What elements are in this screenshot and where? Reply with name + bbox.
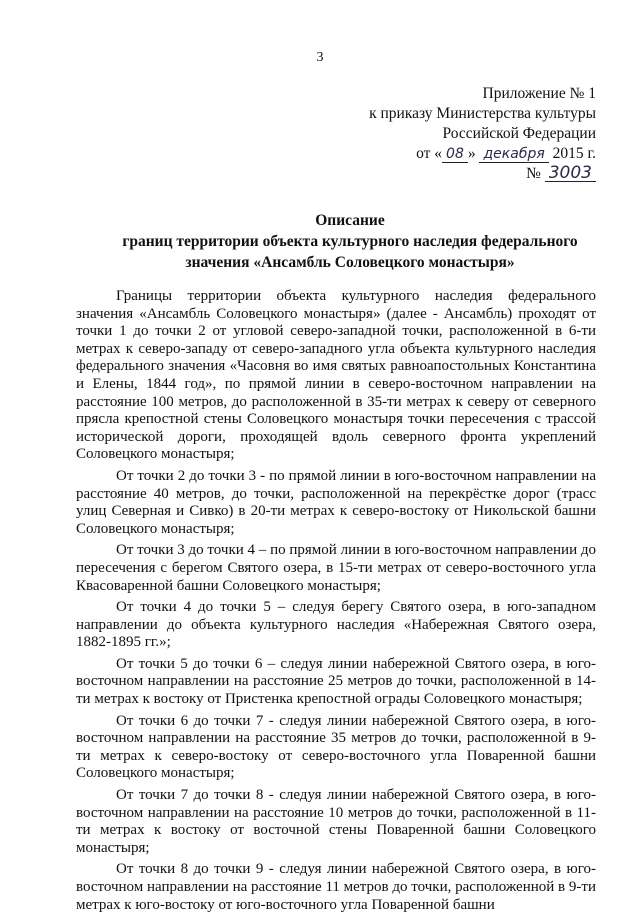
number-prefix: № — [526, 165, 541, 182]
date-year: 2015 г. — [552, 145, 596, 162]
date-mid: » — [467, 145, 476, 162]
paragraph-points-2-3: От точки 2 до точки 3 - по прямой линии в юго-восточном направлении на расстояние 40 метров, до точки, расположенной на перекрёстке дорог (трасс улиц Северная и Сивко) в 20-ти метрах к северо-востоку от Никольской башни Соловецкого монастыря; — [76, 467, 596, 537]
paragraph-points-4-5: От точки 4 до точки 5 – следуя берегу Святого озера, в юго-западном направлении до объекта культурного наследия «Набережная Святого озера, 1882-1895 гг.»; — [76, 599, 596, 651]
appendix-date-line — [256, 144, 596, 164]
date-day-handwritten: 08 — [442, 146, 468, 163]
appendix-line-1: Приложение № 1 — [482, 85, 596, 102]
paragraph-points-3-4: От точки 3 до точки 4 – по прямой линии в юго-восточном направлении до пересечения с берегом Святого озера, в 15-ти метрах от северо-восточного угла Квасоваренной башни Соловецкого монастыря; — [76, 542, 596, 594]
appendix-line-2: к приказу Министерства культуры — [369, 105, 596, 122]
date-month-handwritten: декабря — [479, 146, 548, 163]
title-subtitle-line-2: значения «Ансамбль Соловецкого монастыря» — [185, 254, 515, 271]
appendix-number-line — [256, 164, 596, 184]
title-heading: Описание — [315, 212, 385, 229]
title-subtitle-line-1: границ территории объекта культурного наследия федерального — [122, 233, 578, 250]
paragraph-points-1-2: Границы территории объекта культурного наследия федерального значения «Ансамбль Соловецкого монастыря» (далее - Ансамбль) проходят от точки 1 до точки 2 от угловой северо-западной точки, расположенной в 6-ти метрах к северо-западу от северо-западного угла объекта культурного наследия федерального значения «Часовня во имя святых равноапостольных Константина и Елены, 1844 год», по прямой линии в северо-восточном направлении на расстояние 100 метров, до расположенной в 35-ти метрах к северу от северного прясла крепостной стены Соловецкого монастыря точки пересечения с трассой исторической дороги, проходящей вдоль северного фронта укреплений Соловецкого монастыря; — [76, 288, 596, 463]
paragraph-points-7-8: От точки 7 до точки 8 - следуя линии набережной Святого озера, в юго-восточном направлении на расстояние 10 метров до точки, расположенной в 11-ти метрах к востоку от восточной стены Поваренной башни Соловецкого монастыря; — [76, 787, 596, 856]
paragraph-points-8-9: От точки 8 до точки 9 - следуя линии набережной Святого озера, в юго-восточном направлении на расстояние 11 метров до точки, расположенной в 9-ти метрах к юго-востоку от юго-восточного угла Поваренной башни — [76, 861, 596, 913]
order-number-handwritten: 3003 — [545, 165, 596, 182]
appendix-line-3: Российской Федерации — [442, 125, 596, 142]
appendix-block — [256, 84, 596, 184]
page-number: 3 — [316, 50, 324, 65]
paragraph-points-5-6: От точки 5 до точки 6 – следуя линии набережной Святого озера, в юго-восточном направлении на расстояние 25 метров до точки, расположенной в 14-ти метрах к востоку от Пристенка крепостной ограды Соловецкого монастыря; — [76, 655, 596, 708]
paragraph-points-6-7: От точки 6 до точки 7 - следуя линии набережной Святого озера, в юго-восточном направлении на расстояние 35 метров до точки, расположенной в 9-ти метрах к северо-востоку от северо-восточного угла Поваренной башни Соловецкого монастыря; — [76, 712, 596, 782]
document-body — [76, 288, 596, 918]
document-title — [60, 210, 640, 273]
date-prefix: от « — [416, 145, 443, 162]
